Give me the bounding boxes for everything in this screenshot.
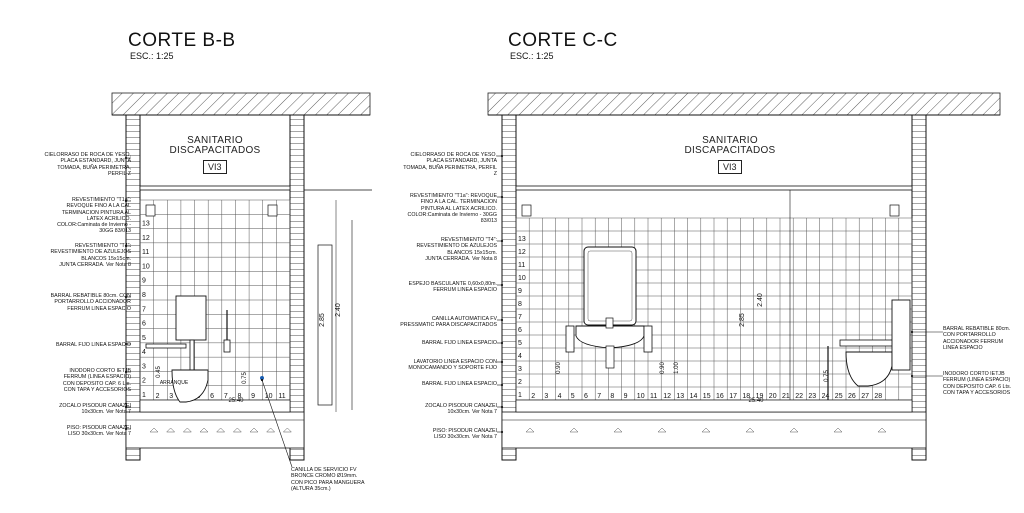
washbasin <box>576 326 644 348</box>
tile-column-number: 24 <box>821 393 830 400</box>
toilet-tank <box>176 296 206 340</box>
tile-column-number: 8 <box>610 393 615 400</box>
leader-dot <box>501 284 503 286</box>
tile-row-number: 1 <box>142 392 146 399</box>
grab-bar-fixed-left <box>566 326 574 352</box>
dimension-100: 1.00 <box>674 362 680 374</box>
tile-column-number: 28 <box>874 393 883 400</box>
tile-row-number: 9 <box>142 277 146 285</box>
dimension-075: 0.75 <box>242 372 248 384</box>
leader-dot <box>501 361 503 363</box>
tile-row-number: 6 <box>142 320 146 328</box>
tile-column-number: 10 <box>264 393 273 400</box>
electrical-box <box>146 205 155 216</box>
tile-column-number: 3 <box>169 393 174 400</box>
tile-row-number: 13 <box>518 236 526 243</box>
skirting-band <box>516 400 912 412</box>
section-b-scale: ESC.: 1:25 <box>130 51 174 61</box>
tile-row-number: 8 <box>142 292 146 299</box>
tile-row-number: 6 <box>518 327 522 334</box>
tile-row-number: 7 <box>518 314 522 321</box>
tile-row-number: 13 <box>142 220 150 228</box>
tile-row-number: 11 <box>142 249 150 257</box>
toilet-bowl <box>846 352 892 386</box>
section-b-note-service-tap: CANILLA DE SERVICIO FV BRONCE CROMO Ø19mm. CON PICO PARA MANGUERA (ALTURA 35cm.) <box>291 467 365 492</box>
tile-column-number: 16 <box>716 393 724 400</box>
floor-slab <box>126 412 304 448</box>
tile-column-number: 25 <box>834 393 843 400</box>
section-c-note-t4: REVESTIMIENTO "T4": REVESTIMIENTO DE AZULEJOS BLANCOS 15x15cm. JUNTA CERRADA. Ver Nota 8 <box>416 237 497 262</box>
leader-dot <box>501 406 503 408</box>
tile-row-number: 2 <box>142 377 146 385</box>
tile-row-number: 1 <box>518 392 522 399</box>
ceiling-board <box>516 186 912 190</box>
tile-column-number: 26 <box>848 393 856 400</box>
tile-row-number: 10 <box>142 263 150 271</box>
dimension-height-tiles: 2.40 <box>335 303 342 317</box>
section-c-note-ceiling: CIELORRASO DE ROCA DE YESO, PLACA ESTANDARD, JUNTA TOMADA, BUÑA PERIMETRA, PERFIL Z <box>403 152 497 177</box>
section-c-room-name: SANITARIO DISCAPACITADOS <box>684 135 776 156</box>
section-c-note-mirror: ESPEJO BASCULANTE 0,60x0,80m. FERRUM LINEA ESPACIO <box>408 281 497 294</box>
tile-column-number: 20 <box>768 393 777 400</box>
leader-dot <box>261 379 263 381</box>
right-wall <box>912 115 926 460</box>
section-c-note-t1a: REVESTIMIENTO "T1a": REVOQUE FINO A LA CAL. TERMINACION PINTURA AL LATEX ACRILICO. COLOR:Caminata de Invierno - 30GG 83/013 <box>407 193 497 225</box>
tile-column-number: 22 <box>795 393 803 400</box>
dimension-level: 25.40 <box>228 398 244 404</box>
section-c-note-skirting: ZOCALO PISODUR CANAZEI 10x30cm. Ver Nota 7 <box>425 403 497 416</box>
tile-row-number: 5 <box>518 340 522 347</box>
tile-column-number: 2 <box>531 393 536 400</box>
tile-column-number: 7 <box>223 393 228 400</box>
skirting-band <box>140 400 290 412</box>
section-c-note-grab-bar-fixed-2: BARRAL FIJO LINEA ESPACIO <box>421 381 497 387</box>
tile-column-number: 21 <box>782 393 790 400</box>
section-b-note-grab-bar-folding: BARRAL REBATIBLE 80cm. CON PORTARROLLO ACCIONADOR FERRUM LINEA ESPACIO <box>50 293 131 312</box>
leader-dot <box>911 331 913 333</box>
dimension-090: 0.90 <box>660 362 666 374</box>
tile-row-number: 8 <box>518 301 522 308</box>
leader-dot <box>501 196 503 198</box>
floor-slab <box>502 412 926 448</box>
tile-column-number: 17 <box>729 393 737 400</box>
tile-column-number: 11 <box>278 393 286 400</box>
tile-column-number: 2 <box>155 393 160 400</box>
tile-column-number: 19 <box>755 393 764 400</box>
tile-row-number: 11 <box>518 262 526 269</box>
leader-dot <box>911 375 913 377</box>
tile-row-number: 5 <box>142 334 146 342</box>
section-c-note-toilet: INODORO CORTO IETJB FERRUM (LINEA ESPACIO) CON DEPOSITO CAP. 6 Lts. CON TAPA Y ACCESORIOS <box>943 371 1012 396</box>
tile-row-number: 12 <box>142 234 150 242</box>
dimension-045: 0.45 <box>156 366 162 378</box>
leader-dot <box>501 342 503 344</box>
tile-row-number: 2 <box>518 379 522 386</box>
slab-hatch <box>112 93 370 115</box>
section-c-note-grab-bar-folding: BARRAL REBATIBLE 80cm. CON PORTARROLLO ACCIONADOR FERRUM LINEA ESPACIO <box>943 326 1011 351</box>
mirror-frame <box>584 247 636 325</box>
section-c-note-grab-bar-fixed-1: BARRAL FIJO LINEA ESPACIO <box>421 340 497 346</box>
tile-column-number: 15 <box>702 393 711 400</box>
tile-row-number: 12 <box>518 249 526 256</box>
section-b-note-toilet: INODORO CORTO IETJB FERRUM (LINEA ESPACIO) CON DEPOSITO CAP. 6 Lts. CON TAPA Y ACCESORIOS <box>62 368 131 393</box>
section-b-title: CORTE B-B <box>128 30 236 51</box>
electrical-box <box>522 205 531 216</box>
tile-column-number: 23 <box>808 393 817 400</box>
tile-column-number: 14 <box>689 393 698 400</box>
electrical-box <box>268 205 277 216</box>
dimension-level: 25.40 <box>748 398 764 404</box>
faucet <box>606 318 613 328</box>
section-b-note-ceiling: CIELORRASO DE ROCA DE YESO, PLACA ESTANDARD, JUNTA TOMADA, BUÑA PERIMETRA, PERFIL Z <box>44 152 131 177</box>
slab-hatch <box>488 93 1000 115</box>
section-c-room-tag: VI3 <box>718 160 742 174</box>
tile-column-number: 13 <box>676 393 685 400</box>
section-b-room-tag: VI3 <box>203 160 227 174</box>
tile-column-number: 4 <box>557 393 562 400</box>
grab-bar-folding <box>224 340 230 352</box>
tile-column-number: 6 <box>210 393 215 400</box>
tile-column-number: 5 <box>570 393 575 400</box>
tile-row-number: 3 <box>518 366 522 373</box>
leader-dot <box>501 384 503 386</box>
toilet-bowl <box>172 370 208 402</box>
section-b-note-skirting: ZOCALO PISODUR CANAZEI 10x30cm. Ver Nota 7 <box>59 403 131 416</box>
tile-column-number: 27 <box>861 393 869 400</box>
tile-column-number: 8 <box>237 393 242 400</box>
section-c-title: CORTE C-C <box>508 30 618 51</box>
section-c-note-floor: PISO: PISODUR CANAZEI LISO 30x30cm. Ver Nota 7 <box>432 428 497 441</box>
leader-dot <box>501 319 503 321</box>
tile-column-number: 18 <box>742 393 751 400</box>
dimension-090: 0.90 <box>556 362 562 374</box>
tile-row-number: 9 <box>518 288 522 295</box>
section-c-note-faucet: CANILLA AUTOMATICA FV PRESSMATIC PARA DISCAPACITADOS <box>400 316 497 329</box>
tile-column-number: 6 <box>584 393 588 400</box>
section-b-note-t1a: REVESTIMIENTO "T1a": REVOQUE FINO A LA CAL TERMINACION PINTURA AL LATEX ACRILICO. COLOR:Caminata de Invierno - 30GG 83/013 <box>57 197 131 235</box>
section-b-note-grab-bar-fixed: BARRAL FIJO LINEA ESPACIO <box>55 342 131 348</box>
tile-row-number: 10 <box>518 275 526 282</box>
tile-row-number: 4 <box>518 353 522 360</box>
tile-column-number: 7 <box>597 393 602 400</box>
grab-bar-fixed-right <box>644 326 652 352</box>
toilet-tank <box>892 300 910 370</box>
tile-column-number: 9 <box>623 393 628 400</box>
tile-row-number: 3 <box>142 363 146 371</box>
tile-column-number: 3 <box>544 393 549 400</box>
section-c-scale: ESC.: 1:25 <box>510 51 554 61</box>
electrical-box <box>890 205 899 216</box>
section-b-room-name: SANITARIO DISCAPACITADOS <box>169 135 261 156</box>
tile-column-number: 11 <box>650 393 658 400</box>
left-wall <box>502 115 516 460</box>
section-b-note-floor: PISO: PISODUR CANAZEI LISO 30x30cm. Ver Nota 7 <box>66 425 131 438</box>
ceiling-board <box>140 186 290 190</box>
dimension-075: 0.75 <box>824 370 830 382</box>
dimension-height-tiles: 2.40 <box>757 293 764 307</box>
washbasin-trap <box>606 346 614 368</box>
section-b-note-t4: REVESTIMIENTO "T4": REVESTIMIENTO DE AZULEJOS BLANCOS 15x15cm. JUNTA CERRADA. Ver Nota 8 <box>50 243 131 268</box>
leader-dot <box>501 431 503 433</box>
tile-column-number: 12 <box>663 393 671 400</box>
right-wall <box>290 115 304 460</box>
dimension-height-total: 2.85 <box>319 313 326 327</box>
section-c-note-washbasin: LAVATORIO LINEA ESPACIO CON MONOCAMANDO Y SOPORTE FIJO <box>408 359 497 372</box>
flush-pipe <box>190 340 194 370</box>
dimension-start-label: ARRANQUE <box>159 380 189 386</box>
tile-row-number: 7 <box>142 306 146 314</box>
leader-dot <box>501 155 503 157</box>
tile-column-number: 9 <box>251 393 255 400</box>
tile-row-number: 4 <box>142 349 146 357</box>
tile-column-number: 10 <box>636 393 645 400</box>
leader-dot <box>501 240 503 242</box>
dimension-height-total: 2.85 <box>739 313 746 327</box>
grab-bar-fixed <box>146 344 186 348</box>
